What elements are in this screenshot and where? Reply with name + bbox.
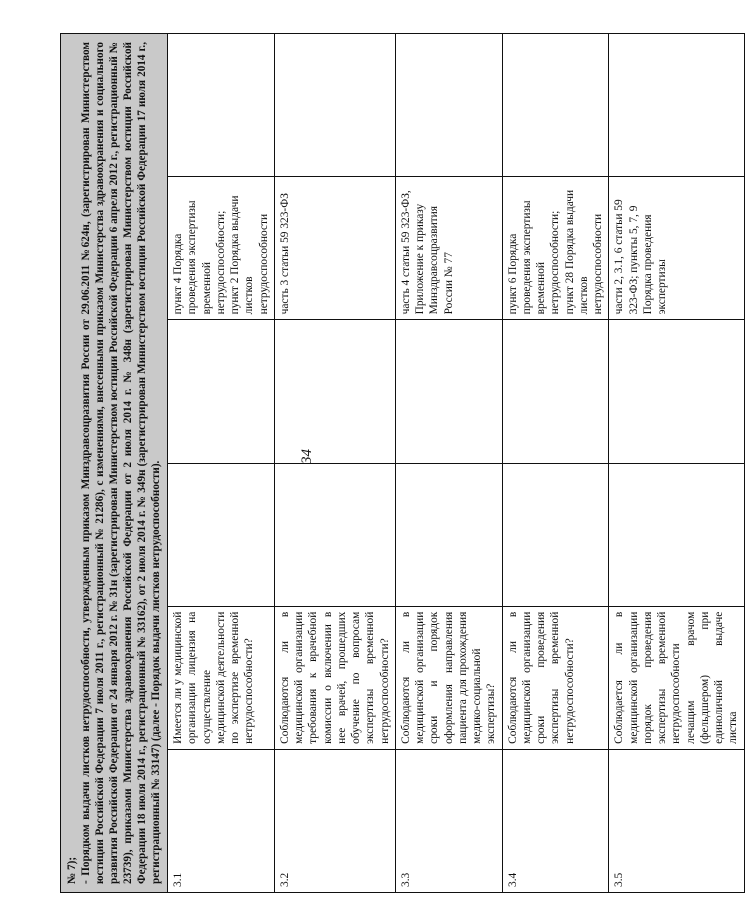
answer-no-cell[interactable] [609, 320, 744, 463]
row-question: Соблюдаются ли в медицинской организации сроки и порядок оформления направления пациента для прохождения медико-социальной экспертизы? [395, 606, 502, 749]
row-question: Соблюдаются ли в медицинской организации сроки проведения экспертизы временной нетрудоспособности? [502, 606, 609, 749]
row-question: Имеется ли у медицинской организации лицензия на осуществление медицинской деятельности по экспертизе временной нетрудоспособности? [168, 606, 275, 749]
section-note-lead: № 7); [66, 856, 78, 884]
row-number: 3.2 [274, 749, 395, 892]
table-row [395, 34, 502, 893]
row-references: пункт 6 Порядка проведения экспертизы временной нетрудоспособности; пункт 28 Порядка выдачи листков нетрудоспособности [502, 177, 609, 320]
table-row [168, 34, 275, 893]
checklist-table [60, 33, 745, 893]
row-number: 3.1 [168, 749, 275, 892]
row-question: Соблюдаются ли в медицинской организации требования к врачебной комиссии о включении в нее врачей, прошедших обучение по вопросам экспертизы временной нетрудоспособности? [274, 606, 395, 749]
notes-cell[interactable] [395, 34, 502, 177]
section-note-row [61, 34, 168, 893]
notes-cell[interactable] [274, 34, 395, 177]
answer-no-cell[interactable] [274, 320, 395, 463]
notes-cell[interactable] [502, 34, 609, 177]
table-row [502, 34, 609, 893]
row-references: части 2, 3.1, 6 статьи 59 323-ФЗ; пункты 5, 7, 9 Порядка проведения экспертизы [609, 177, 744, 320]
document-sheet [60, 33, 740, 893]
row-question: Соблюдается ли в медицинской организации порядок проведения экспертизы временной нетрудоспособности лечащим врачом (фельдшером) при единоличной выдаче листка [609, 606, 744, 749]
answer-no-cell[interactable] [395, 320, 502, 463]
answer-yes-cell[interactable] [274, 463, 395, 606]
answer-yes-cell[interactable] [168, 463, 275, 606]
notes-cell[interactable] [609, 34, 744, 177]
row-references: часть 4 статьи 59 323-ФЗ, Приложение к приказу Минздравсоцразвития России № 77 [395, 177, 502, 320]
section-note-cell [61, 34, 168, 893]
notes-cell[interactable] [168, 34, 275, 177]
section-note-text: - Порядком выдачи листков нетрудоспособности, утвержденным приказом Минздравсоцразвития России от 29.06.2011 №624н, (зарегистрирован Министерством юстиции Российской Федерации 7 июля 2011 г., регистрационный № 21286), с изменениями, внесенными приказом Министерства здравоохранения и социального развития Российской Федерации от 24 января 2012 г. № 31н (зарегистрирован Министерством юстиции Российской Федерации 6 апреля 2012 г., регистрационный № 23739), приказами Министерства здравоохранения Российской Федерации от 2 июля 2014 г. № 348н (зарегистрирован Министерством юстиции Российской Федерации 18 июля 2014 г., регистрационный № 33162), от 2 июля 2014 г. № 349н (зарегистрирован Министерством юстиции Российской Федерации 17 июля 2014 г., регистрационный № 33147) (далее - Порядок выдачи листков нетрудоспособности). [80, 42, 162, 884]
row-number: 3.4 [502, 749, 609, 892]
answer-no-cell[interactable] [502, 320, 609, 463]
page-number: 34 [299, 449, 315, 464]
rotated-table-container [60, 33, 740, 893]
answer-yes-cell[interactable] [609, 463, 744, 606]
answer-yes-cell[interactable] [395, 463, 502, 606]
answer-yes-cell[interactable] [502, 463, 609, 606]
table-row [609, 34, 744, 893]
row-number: 3.3 [395, 749, 502, 892]
table-row [274, 34, 395, 893]
answer-no-cell[interactable] [168, 320, 275, 463]
row-number: 3.5 [609, 749, 744, 892]
row-references: пункт 4 Порядка проведения экспертизы временной нетрудоспособности; пункт 2 Порядка выдачи листков нетрудоспособности [168, 177, 275, 320]
row-references: часть 3 статьи 59 323-ФЗ [274, 177, 395, 320]
